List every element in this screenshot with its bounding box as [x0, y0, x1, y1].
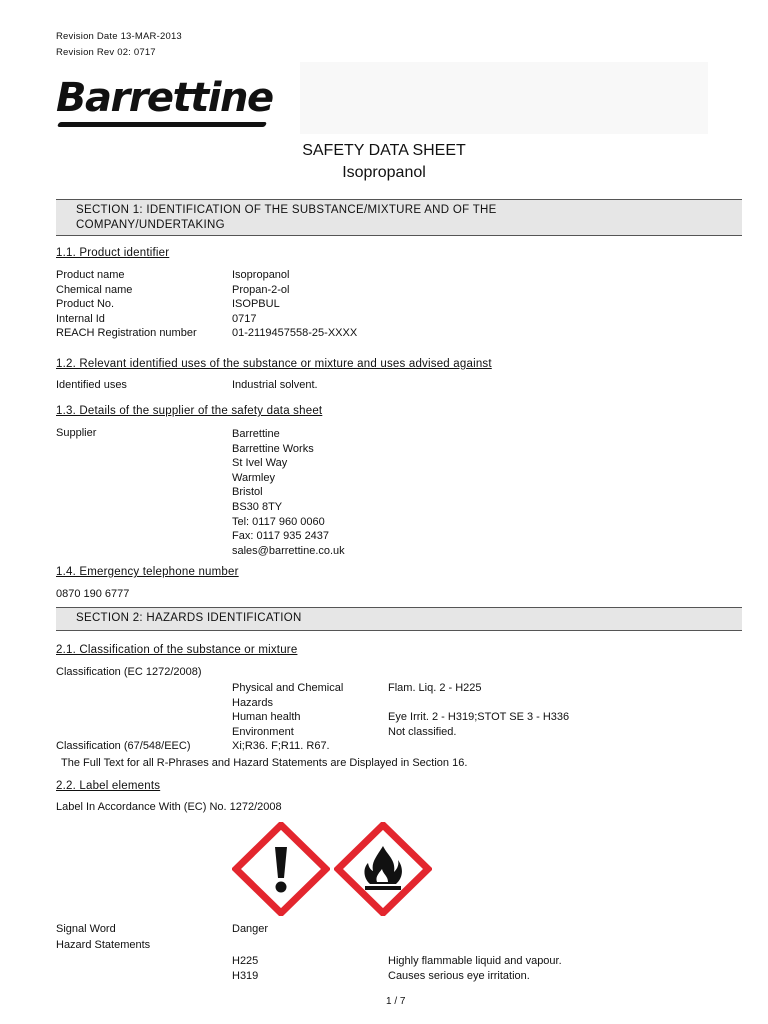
hazard-text: Highly flammable liquid and vapour. [388, 955, 562, 967]
physical-chemical-label: Physical and Chemical [232, 682, 344, 694]
hazards-label: Hazards [232, 696, 273, 709]
subsection-2-1: 2.1. Classification of the substance or mixture [56, 644, 298, 656]
internal-id-label: Internal Id [56, 312, 105, 325]
hazard-statements-label: Hazard Statements [56, 939, 151, 951]
full-text-note: The Full Text for all R-Phrases and Hazard Statements are Displayed in Section 16. [61, 757, 468, 769]
classification-values [388, 681, 569, 739]
reach-number-label: REACH Registration number [56, 327, 197, 340]
supplier-line: Barrettine [232, 428, 280, 440]
logo-background [300, 62, 708, 134]
product-name-label: Product name [56, 269, 125, 281]
document-title: SAFETY DATA SHEET [302, 142, 466, 159]
subsection-1-3: 1.3. Details of the supplier of the safety data sheet [56, 405, 323, 417]
human-health-label: Human health [232, 711, 301, 724]
environment-label: Environment [232, 725, 294, 738]
company-logo: Barrettine [56, 75, 273, 121]
exclamation-mark-icon [232, 822, 330, 916]
reach-number-value: 01-2119457558-25-XXXX [232, 327, 358, 340]
product-name-value: Isopropanol [232, 269, 290, 281]
signal-word-value: Danger [232, 923, 269, 935]
signal-word-label: Signal Word [56, 923, 116, 935]
supplier-line: Warmley [232, 471, 275, 484]
supplier-line: Bristol [232, 486, 263, 499]
section-1-heading: SECTION 1: IDENTIFICATION OF THE SUBSTANCE/MIXTURE AND OF THE COMPANY/UNDERTAKING [56, 199, 742, 236]
product-identifier-values [232, 268, 357, 341]
supplier-line: St Ivel Way [232, 457, 288, 470]
supplier-line: Barrettine Works [232, 442, 314, 455]
label-accordance: Label In Accordance With (EC) No. 1272/2008 [56, 801, 282, 813]
hazard-code: H319 [232, 970, 259, 982]
supplier-line: BS30 8TY [232, 500, 283, 513]
product-no-label: Product No. [56, 298, 115, 311]
hazard-text: Causes serious eye irritation. [388, 970, 530, 982]
physical-chemical-value: Flam. Liq. 2 - H225 [388, 682, 482, 694]
revision-date: Revision Date 13-MAR-2013 [56, 31, 182, 42]
identified-uses-label: Identified uses [56, 379, 127, 391]
product-no-value: ISOPBUL [232, 298, 280, 311]
logo-swoosh [57, 122, 267, 127]
revision-number: Revision Rev 02: 0717 [56, 47, 156, 58]
flame-icon [334, 822, 432, 916]
classification-ec-label: Classification (EC 1272/2008) [56, 666, 202, 678]
identified-uses-value: Industrial solvent. [232, 379, 318, 391]
section-2-heading: SECTION 2: HAZARDS IDENTIFICATION [56, 607, 742, 631]
chemical-name-value: Propan-2-ol [232, 283, 290, 296]
subsection-1-1: 1.1. Product identifier [56, 247, 170, 259]
subsection-2-2: 2.2. Label elements [56, 780, 161, 792]
product-identifier-labels [56, 268, 197, 341]
hazards-value [388, 696, 569, 711]
human-health-value: Eye Irrit. 2 - H319;STOT SE 3 - H336 [388, 711, 570, 724]
product-title: Isopropanol [342, 164, 426, 181]
supplier-label: Supplier [56, 427, 97, 439]
supplier-fax: Fax: 0117 935 2437 [232, 530, 330, 543]
classification-eec-label: Classification (67/548/EEC) [56, 740, 191, 752]
supplier-phone: Tel: 0117 960 0060 [232, 515, 325, 528]
supplier-address [232, 427, 345, 558]
emergency-phone: 0870 190 6777 [56, 588, 130, 600]
environment-value: Not classified. [388, 725, 457, 738]
classification-eec-value: Xi;R36. F;R11. R67. [232, 740, 330, 752]
subsection-1-2: 1.2. Relevant identified uses of the substance or mixture and uses advised against [56, 358, 492, 370]
hazard-code: H225 [232, 955, 259, 967]
subsection-1-4: 1.4. Emergency telephone number [56, 566, 239, 578]
chemical-name-label: Chemical name [56, 283, 133, 296]
internal-id-value: 0717 [232, 312, 257, 325]
page-number: 1 / 7 [386, 996, 406, 1007]
classification-labels [232, 681, 343, 739]
supplier-email[interactable]: sales@barrettine.co.uk [232, 544, 345, 557]
